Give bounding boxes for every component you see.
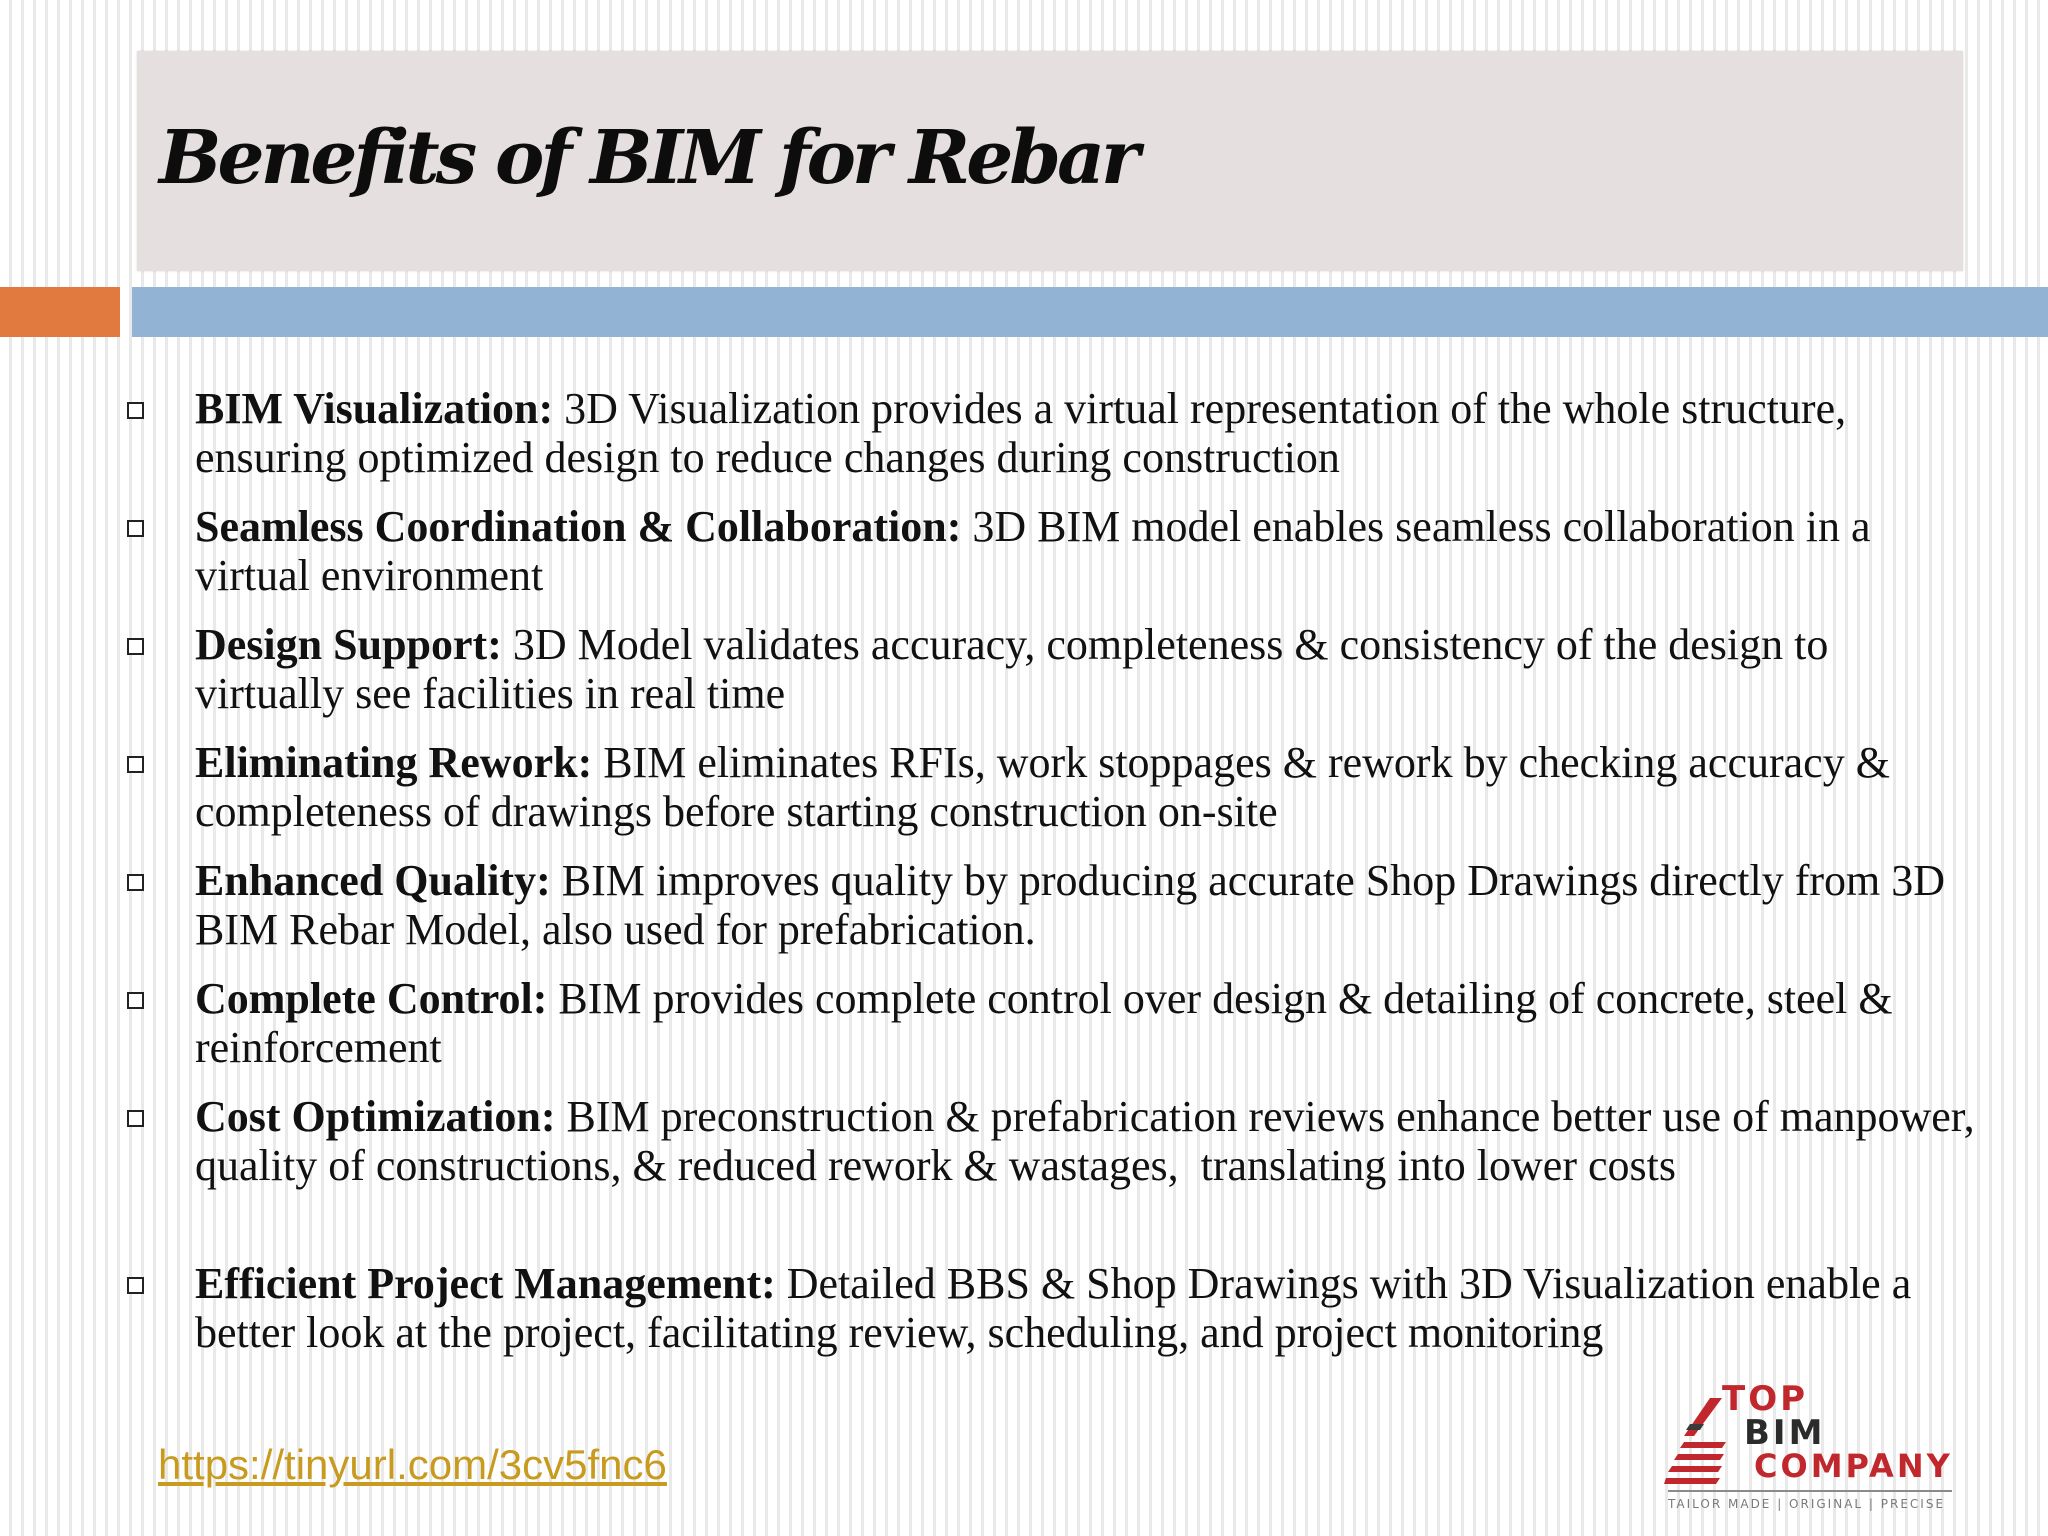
bullet-text: 3D Model validates accuracy, completeness & consistency of the design to virtually see facilities in real time [195,620,1840,718]
square-bullet-icon [127,520,144,537]
bullet-term: BIM Visualization: [195,384,554,433]
square-bullet-icon [127,1110,144,1127]
bullet-enhanced-quality [195,856,1985,954]
slide-title: Benefits of BIM for Rebar [159,115,1137,201]
logo-divider [1668,1490,1952,1492]
logo-tagline: TAILOR MADE | ORIGINAL | PRECISE [1668,1497,1946,1511]
bullet-text: 3D BIM model enables seamless collaboration in a virtual environment [195,502,1882,600]
bullet-term: Eliminating Rework: [195,738,593,787]
bullet-cost-optimization [195,1092,1985,1190]
square-bullet-icon [127,992,144,1009]
bullet-text: BIM improves quality by producing accurate Shop Drawings directly from 3D BIM Rebar Model, also used for prefabrication. [195,856,1956,954]
logo-word-top: TOP [1722,1379,1809,1419]
bullet-text: BIM eliminates RFIs, work stoppages & rework by checking accuracy & completeness of drawings before starting construction on-site [195,738,1901,836]
bullet-design-support [195,620,1985,718]
square-bullet-icon [127,638,144,655]
top-bim-company-logo [1664,1380,1964,1518]
square-bullet-icon [127,756,144,773]
logo-word-bim: BIM [1744,1413,1826,1453]
square-bullet-icon [127,874,144,891]
bullet-term: Seamless Coordination & Collaboration: [195,502,962,551]
square-bullet-icon [127,402,144,419]
bullet-term: Design Support: [195,620,502,669]
bullet-term: Enhanced Quality: [195,856,551,905]
logo-word-company: COMPANY [1754,1447,1953,1485]
bullet-seamless-coordination [195,502,1985,600]
bullet-term: Complete Control: [195,974,548,1023]
bullet-eliminating-rework [195,738,1985,836]
square-bullet-icon [127,1277,144,1294]
bullet-text: 3D Visualization provides a virtual representation of the whole structure, ensuring optimized design to reduce changes during construction [195,384,1858,482]
bullet-term: Efficient Project Management: [195,1259,776,1308]
bullet-bim-visualization [195,384,1985,482]
bullet-text: BIM preconstruction & prefabrication reviews enhance better use of manpower, quality of constructions, & reduced rework & wastages, translating into lower costs [195,1092,1986,1190]
bullet-term: Cost Optimization: [195,1092,556,1141]
bullet-text: BIM provides complete control over design & detailing of concrete, steel & reinforcement [195,974,1904,1072]
bullet-complete-control [195,974,1985,1072]
bullet-text: Detailed BBS & Shop Drawings with 3D Visualization enable a better look at the project, facilitating review, scheduling, and project monitoring [195,1259,1923,1357]
bullet-efficient-project-management [195,1259,1985,1357]
footer-link[interactable]: https://tinyurl.com/3cv5fnc6 [158,1441,667,1488]
